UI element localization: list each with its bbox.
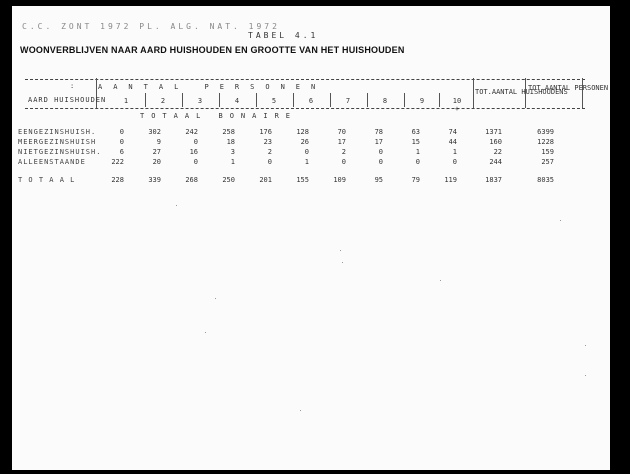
table-cell: 23	[263, 138, 272, 146]
row-label: MEERGEZINSHUISH	[18, 138, 97, 146]
speck	[340, 250, 341, 251]
table-number: TABEL 4.1	[248, 31, 319, 40]
col-header-households: TOT.AANTAL HUISHOUDENS	[475, 88, 568, 96]
speck	[440, 280, 441, 281]
column-divider	[219, 93, 220, 107]
table-cell: 16	[189, 148, 198, 156]
column-divider	[404, 93, 405, 107]
table-cell: 1	[304, 158, 309, 166]
col-header-persons: TOT.AANTAL PERSONEN	[528, 84, 609, 92]
table-cell: 17	[337, 138, 346, 146]
table-cell: 95	[374, 176, 383, 184]
column-number: 9	[419, 97, 425, 105]
table-cell: 242	[185, 128, 198, 136]
speck	[342, 262, 343, 263]
speck	[176, 205, 177, 206]
table-cell: 79	[411, 176, 420, 184]
table-cell: 2	[267, 148, 272, 156]
column-divider	[182, 93, 183, 107]
row-label: ALLEENSTAANDE	[18, 158, 86, 166]
table-cell: 128	[296, 128, 309, 136]
table-cell: 74	[448, 128, 457, 136]
table-cell: 257	[541, 158, 554, 166]
table-cell: 78	[374, 128, 383, 136]
table-cell: 63	[411, 128, 420, 136]
table-cell: 1837	[485, 176, 502, 184]
table-cell: 155	[296, 176, 309, 184]
table-cell: 15	[411, 138, 420, 146]
page-title: WOONVERBLIJVEN NAAR AARD HUISHOUDEN EN GROOTTE VAN HET HUISHOUDEN	[20, 45, 405, 55]
table-cell: 339	[148, 176, 161, 184]
speck	[215, 298, 216, 299]
column-divider	[367, 93, 368, 107]
table-cell: 1	[415, 148, 420, 156]
table-cell: 17	[374, 138, 383, 146]
column-divider	[145, 93, 146, 107]
speck	[560, 220, 561, 221]
speck	[300, 410, 301, 411]
table-cell: 20	[152, 158, 161, 166]
table-cell: 1	[452, 148, 457, 156]
table-cell: 70	[337, 128, 346, 136]
table-cell: 160	[489, 138, 502, 146]
table-cell: 228	[111, 176, 124, 184]
row-label: NIETGEZINSHUISH.	[18, 148, 102, 156]
table-cell: 222	[111, 158, 124, 166]
column-number: 1	[123, 97, 129, 105]
table-cell: 176	[259, 128, 272, 136]
header-marker: :	[70, 82, 75, 90]
table-cell: 22	[493, 148, 502, 156]
table-cell: 0	[193, 158, 198, 166]
header-divider	[582, 78, 583, 108]
table-cell: 109	[333, 176, 346, 184]
row-label: T O T A A L	[18, 176, 76, 184]
scan-edge	[618, 0, 630, 474]
header-stamp: C.C. ZONT 1972 PL. ALG. NAT. 1972	[22, 22, 280, 31]
table-cell: 0	[378, 158, 383, 166]
table-cell: 3	[230, 148, 235, 156]
column-number: 6	[308, 97, 314, 105]
column-divider	[293, 93, 294, 107]
row-label: EENGEZINSHUISH.	[18, 128, 97, 136]
table-cell: 159	[541, 148, 554, 156]
table-cell: 0	[415, 158, 420, 166]
table-cell: 0	[304, 148, 309, 156]
table-cell: 26	[300, 138, 309, 146]
column-number: 5	[271, 97, 277, 105]
table-cell: 0	[378, 148, 383, 156]
column-number: 8	[382, 97, 388, 105]
header-divider	[473, 78, 474, 108]
column-divider	[330, 93, 331, 107]
table-cell: 119	[444, 176, 457, 184]
table-cell: 244	[489, 158, 502, 166]
table-cell: 18	[226, 138, 235, 146]
table-cell: 258	[222, 128, 235, 136]
header-top-rule	[25, 79, 585, 80]
speck	[585, 375, 586, 376]
table-cell: 44	[448, 138, 457, 146]
table-cell: 250	[222, 176, 235, 184]
table-cell: 6	[119, 148, 124, 156]
table-cell: 8035	[537, 176, 554, 184]
group-header: AANTAL PERSONEN	[98, 83, 327, 91]
table-cell: 9	[156, 138, 161, 146]
column-number: 3	[197, 97, 203, 105]
table-cell: 27	[152, 148, 161, 156]
table-cell: 268	[185, 176, 198, 184]
document-page	[12, 6, 610, 470]
table-cell: 1	[230, 158, 235, 166]
header-bottom-rule	[25, 108, 585, 109]
table-cell: 0	[119, 128, 124, 136]
table-cell: 2	[341, 148, 346, 156]
row-header: AARD HUISHOUDEN	[28, 96, 107, 104]
table-cell: 0	[267, 158, 272, 166]
speck	[205, 332, 206, 333]
table-cell: 1371	[485, 128, 502, 136]
table-cell: 302	[148, 128, 161, 136]
table-cell: 0	[341, 158, 346, 166]
table-cell: 1228	[537, 138, 554, 146]
table-cell: 6399	[537, 128, 554, 136]
speck	[585, 345, 586, 346]
column-number: 2	[160, 97, 166, 105]
column-divider	[439, 93, 440, 107]
column-number: 7	[345, 97, 351, 105]
table-cell: 0	[193, 138, 198, 146]
column-number: 4	[234, 97, 240, 105]
column-number: 10 +	[452, 97, 462, 113]
section-label: TOTAAL BONAIRE	[140, 112, 298, 120]
column-divider	[256, 93, 257, 107]
table-cell: 201	[259, 176, 272, 184]
table-cell: 0	[119, 138, 124, 146]
table-cell: 0	[452, 158, 457, 166]
